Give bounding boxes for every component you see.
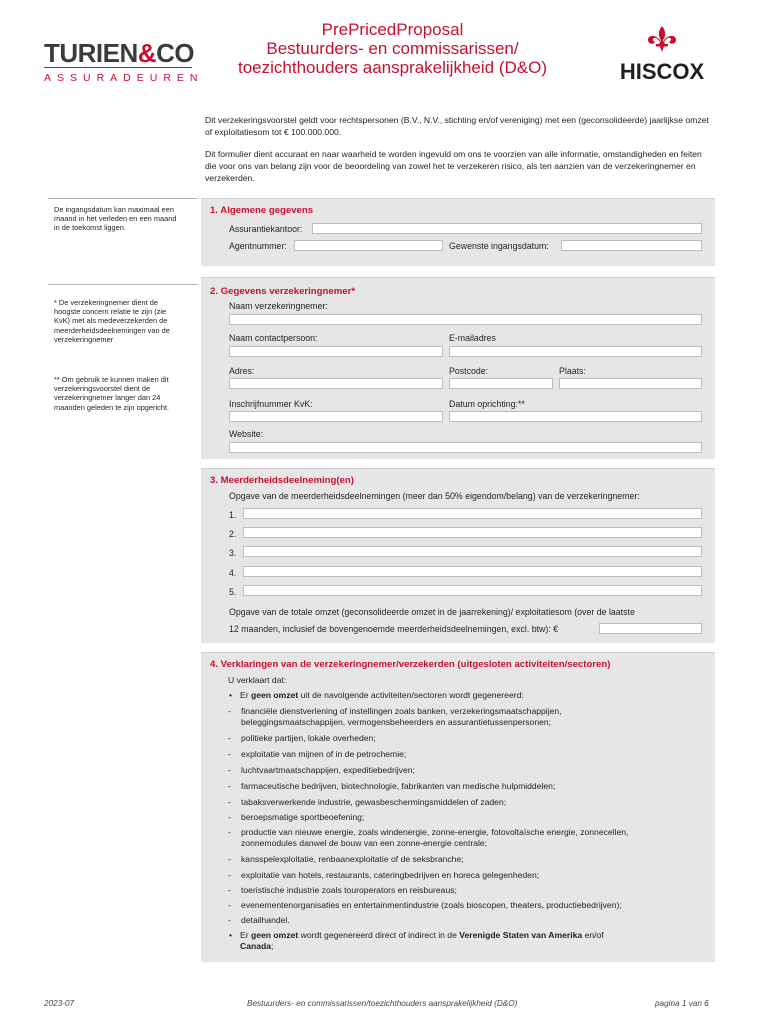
activity-item: - financiële dienstverlening of instellingen zoals banken, verzekeringsmaatschappijen, bbox=[228, 706, 562, 716]
fleur-de-lis-icon bbox=[645, 25, 679, 53]
section-2-title: 2. Gegevens verzekeringnemer* bbox=[210, 286, 356, 297]
website-field[interactable] bbox=[229, 442, 702, 453]
activity-item: - politieke partijen, lokale overheden; bbox=[228, 733, 376, 743]
omzet-text-line-2: 12 maanden, inclusief de bovengenoemde meerderheidsdeelnemingen, excl. btw): € bbox=[229, 624, 559, 634]
ingangsdatum-label: Gewenste ingangsdatum: bbox=[449, 241, 549, 251]
postcode-field[interactable] bbox=[449, 378, 553, 389]
oprichting-field[interactable] bbox=[449, 411, 702, 422]
assurantiekantoor-label: Assurantiekantoor: bbox=[229, 224, 303, 234]
footer-title: Bestuurders- en commissarissen/toezichthouders aansprakelijkheid (D&O) bbox=[247, 999, 518, 1008]
hiscox-logo bbox=[612, 25, 712, 85]
activity-item: - toeristische industrie zoals touroperators en reisbureaus; bbox=[228, 885, 457, 895]
bullet-vs-canada-continued: Canada; bbox=[240, 941, 274, 951]
deelnemingen-intro: Opgave van de meerderheidsdeelnemingen (meer dan 50% eigendom/belang) van de verzekeringnemer: bbox=[229, 491, 640, 501]
deelneming-field-1[interactable] bbox=[243, 508, 702, 519]
side-note-verzekeringnemer: * De verzekeringnemer dient de hoogste concern relatie te zijn (zie KvK) met als medeverzekerden de meerderheidsdeelnemingen van de verzekeringnemer bbox=[54, 298, 170, 344]
deelneming-field-2[interactable] bbox=[243, 527, 702, 538]
activity-item: - detailhandel. bbox=[228, 915, 290, 925]
omzet-field[interactable] bbox=[599, 623, 702, 634]
intro-text bbox=[205, 114, 715, 194]
naam-verzekeringnemer-label: Naam verzekeringnemer: bbox=[229, 301, 328, 311]
deelneming-number-4: 4. bbox=[229, 568, 237, 578]
activity-item: - kansspelexploitatie, renbaanexploitatie of de seksbranche; bbox=[228, 854, 464, 864]
deelneming-number-1: 1. bbox=[229, 510, 237, 520]
footer-page-number: pagina 1 van 6 bbox=[655, 999, 709, 1008]
bullet-icon: • bbox=[229, 690, 233, 700]
plaats-field[interactable] bbox=[559, 378, 702, 389]
agentnummer-field[interactable] bbox=[294, 240, 443, 251]
ingangsdatum-field[interactable] bbox=[561, 240, 702, 251]
side-divider bbox=[48, 198, 198, 199]
postcode-label: Postcode: bbox=[449, 366, 489, 376]
footer-date: 2023-07 bbox=[44, 999, 75, 1008]
kvk-field[interactable] bbox=[229, 411, 443, 422]
turien-logo-name: TURIEN&CO bbox=[44, 38, 195, 68]
side-note-oprichting: ** Om gebruik te kunnen maken dit verzekeringsvoorstel dient de verzekeringnemer langer dan 24 maanden geleden te zijn opgericht. bbox=[54, 375, 170, 412]
deelneming-number-3: 3. bbox=[229, 548, 237, 558]
side-note-ingangsdatum: De ingangsdatum kan maximaal een maand in het verleden en een maand in de toekomst liggen. bbox=[54, 205, 177, 233]
contactpersoon-label: Naam contactpersoon: bbox=[229, 333, 318, 343]
section-meerderheidsdeelnemingen bbox=[201, 468, 715, 643]
title-line-1: PrePricedProposal bbox=[321, 20, 464, 39]
activity-item: - tabaksverwerkende industrie, gewasbeschermingsmiddelen of zaden; bbox=[228, 797, 507, 807]
contactpersoon-field[interactable] bbox=[229, 346, 443, 357]
activity-item-continued: beleggingsmaatschappijen, vermogensbeheerders en assurantietussenpersonen; bbox=[241, 717, 552, 727]
naam-verzekeringnemer-field[interactable] bbox=[229, 314, 702, 325]
turien-logo bbox=[44, 38, 204, 84]
activity-item: - evenementenorganisaties en entertainmentindustrie (zoals bioscopen, theaters, productiebedrijven); bbox=[228, 900, 622, 910]
deelneming-field-5[interactable] bbox=[243, 585, 702, 596]
activity-item: - productie van nieuwe energie, zoals windenergie, zonne-energie, fotovoltaïsche energie, zonnecellen, bbox=[228, 827, 629, 837]
email-field[interactable] bbox=[449, 346, 702, 357]
side-divider bbox=[48, 284, 198, 285]
deelneming-number-2: 2. bbox=[229, 529, 237, 539]
plaats-label: Plaats: bbox=[559, 366, 586, 376]
document-title bbox=[205, 20, 580, 77]
section-gegevens-verzekeringnemer bbox=[201, 277, 715, 459]
section-verklaringen bbox=[201, 652, 715, 962]
intro-paragraph-2: Dit formulier dient accuraat en naar waarheid te worden ingevuld om ons te voorzien van alle informatie, omstandigheden en feiten die voor ons van belang zijn voor de beoordeling van zowel het te verzekeren risico, als ten aanzien van de verzekeringnemer en verzekerden. bbox=[205, 149, 702, 183]
section-3-title: 3. Meerderheidsdeelneming(en) bbox=[210, 475, 354, 486]
section-4-title: 4. Verklaringen van de verzekeringnemer/verzekerden (uitgesloten activiteiten/sectoren) bbox=[210, 659, 611, 670]
activity-item: - beroepsmatige sportbeoefening; bbox=[228, 812, 365, 822]
verklaart-text: U verklaart dat: bbox=[228, 675, 287, 685]
section-1-title: 1. Algemene gegevens bbox=[210, 205, 314, 216]
email-label: E-mailadres bbox=[449, 333, 496, 343]
bullet-geen-omzet-activiteiten: • Er geen omzet uit de navolgende activiteiten/sectoren wordt gegenereerd: bbox=[229, 690, 524, 700]
agentnummer-label: Agentnummer: bbox=[229, 241, 287, 251]
intro-paragraph-1: Dit verzekeringsvoorstel geldt voor rechtspersonen (B.V., N.V., stichting en/of vereniging) met een (geconsolideerde) jaarlijkse omzet of exploitatiesom tot € 100.000.000. bbox=[205, 115, 709, 137]
section-algemene-gegevens bbox=[201, 198, 715, 266]
website-label: Website: bbox=[229, 429, 264, 439]
bullet-icon: • bbox=[229, 930, 233, 940]
assurantiekantoor-field[interactable] bbox=[312, 223, 702, 234]
title-line-2: Bestuurders- en commissarissen/ bbox=[266, 39, 519, 58]
kvk-label: Inschrijfnummer KvK: bbox=[229, 399, 313, 409]
deelneming-field-4[interactable] bbox=[243, 566, 702, 577]
activity-item-continued: zonnemodules danwel de bouw van een zonne-energie centrale; bbox=[241, 838, 488, 848]
oprichting-label: Datum oprichting:** bbox=[449, 399, 525, 409]
activity-item: - luchtvaartmaatschappijen, expeditiebedrijven; bbox=[228, 765, 415, 775]
deelneming-number-5: 5. bbox=[229, 587, 237, 597]
activity-item: - exploitatie van mijnen of in de petrochemie; bbox=[228, 749, 407, 759]
omzet-text-line-1: Opgave van de totale omzet (geconsolideerde omzet in de jaarrekening)/ exploitatiesom (over de laatste bbox=[229, 607, 635, 617]
bullet-geen-omzet-vs-canada: • Er geen omzet wordt gegenereerd direct of indirect in de Verenigde Staten van Amerika en/of bbox=[229, 930, 604, 940]
activity-item: - exploitatie van hotels, restaurants, cateringbedrijven en horeca gelegenheden; bbox=[228, 870, 540, 880]
adres-label: Adres: bbox=[229, 366, 255, 376]
adres-field[interactable] bbox=[229, 378, 443, 389]
deelneming-field-3[interactable] bbox=[243, 546, 702, 557]
activity-item: - farmaceutische bedrijven, biotechnologie, fabrikanten van medische hulpmiddelen; bbox=[228, 781, 556, 791]
hiscox-wordmark: HISCOX bbox=[619, 59, 705, 84]
title-line-3: toezichthouders aansprakelijkheid (D&O) bbox=[238, 58, 547, 77]
turien-logo-subtitle: ASSURADEUREN bbox=[44, 72, 204, 84]
